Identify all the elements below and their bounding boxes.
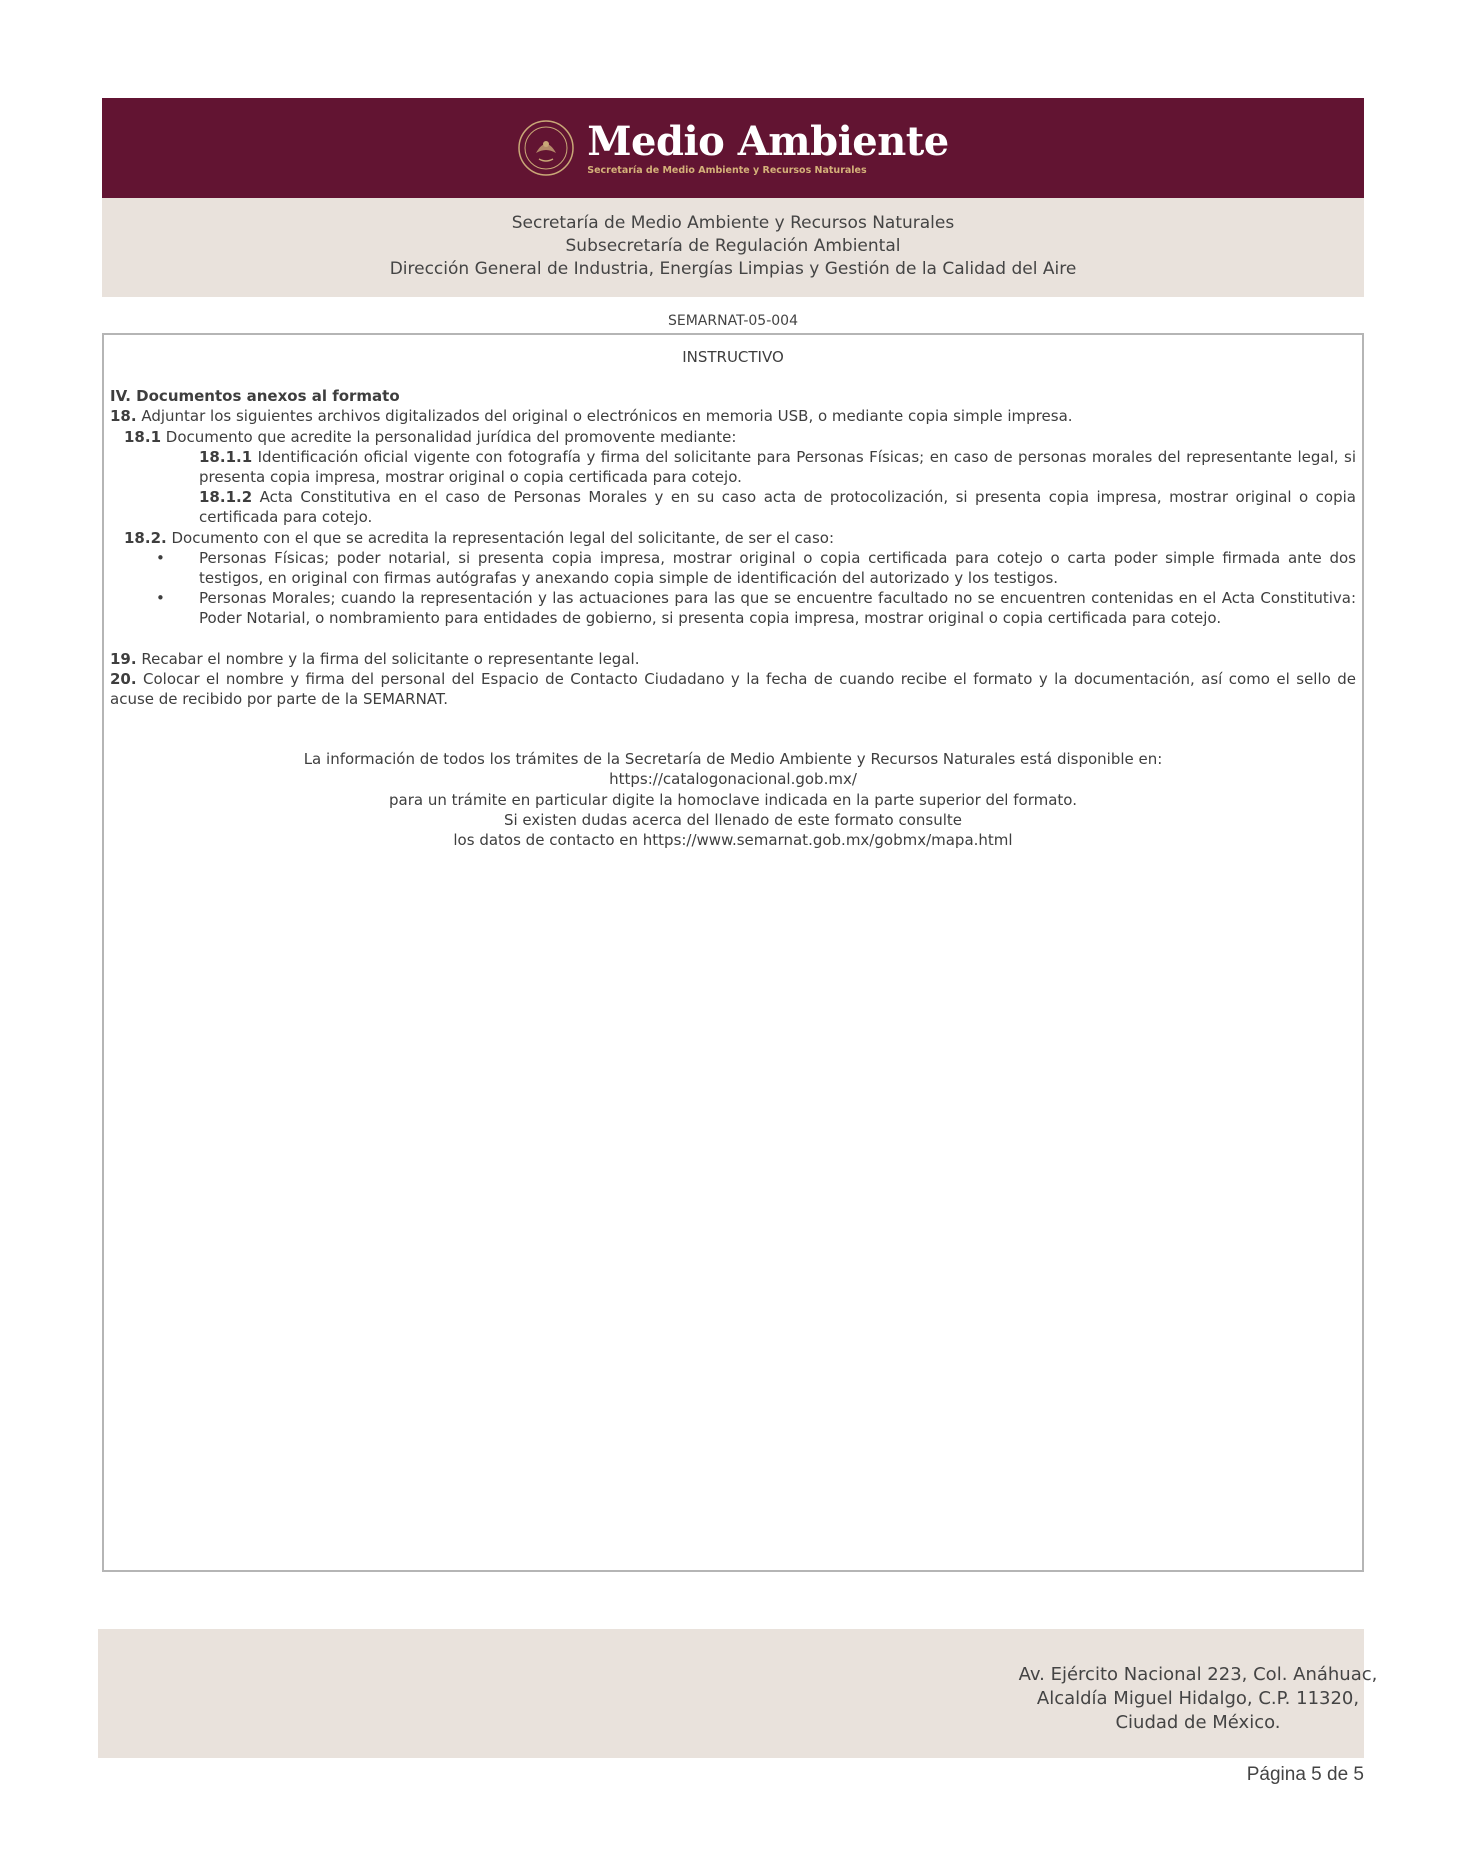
contact-link-line[interactable]: los datos de contacto en https://www.semarnat.gob.mx/gobmx/mapa.html [453, 831, 1013, 850]
form-code: SEMARNAT-05-004 [668, 313, 798, 329]
address-line: Ciudad de México. [1115, 1712, 1281, 1733]
item-18-1: 18.1 Documento que acredite la personalidad jurídica del promovente mediante: [124, 427, 737, 446]
info-line: Si existen dudas acerca del llenado de este formato consulte [503, 810, 963, 829]
list-item: • Personas Físicas; poder notarial, si presenta copia impresa, mostrar original o copia certificada para cotejo o carta poder simple firmada ante dos testigos, en original con firmas autógrafas y anexando copia simple de identificación del autorizado y los testigos. [156, 548, 1356, 588]
item-18-1-1: 18.1.1 Identificación oficial vigente con fotografía y firma del solicitante para Personas Físicas; en caso de personas morales del representante legal, si presenta copia impresa, mostrar original o copia certificada para cotejo. [199, 447, 1356, 487]
item-18-1-2: 18.1.2 Acta Constitutiva en el caso de Personas Morales y en su caso acta de protocolización, si presenta copia impresa, mostrar original o copia certificada para cotejo. [199, 488, 1356, 527]
national-seal-icon [517, 117, 575, 179]
footer-band [98, 1629, 1378, 1758]
instructivo-title: INSTRUCTIVO [682, 348, 784, 366]
medio-ambiente-logo [517, 117, 948, 179]
logo-title: Medio Ambiente [587, 118, 949, 165]
address-line: Alcaldía Miguel Hidalgo, C.P. 11320, [1036, 1688, 1360, 1709]
subsecretaria-line: Subsecretaría de Regulación Ambiental [565, 236, 901, 256]
bullet-icon: • [156, 548, 165, 567]
secretaria-line: Secretaría de Medio Ambiente y Recursos Naturales [511, 213, 955, 233]
address-line: Av. Ejército Nacional 223, Col. Anáhuac, [1018, 1664, 1378, 1685]
page-number: Página 5 de 5 [1246, 1764, 1364, 1785]
instructivo-box [102, 333, 1364, 1572]
footer-address [978, 1663, 1418, 1735]
header-banner [102, 98, 1364, 198]
contact-info [110, 749, 1356, 850]
direccion-line: Dirección General de Industria, Energías Limpias y Gestión de la Calidad del Aire [389, 259, 1077, 279]
info-line: para un trámite en particular digite la homoclave indicada en la parte superior del formato. [389, 790, 1077, 809]
institution-header [102, 198, 1364, 297]
bullet-icon: • [156, 589, 165, 608]
catalog-link[interactable]: https://catalogonacional.gob.mx/ [609, 770, 857, 789]
item-19: 19. Recabar el nombre y la firma del solicitante o representante legal. [110, 649, 640, 668]
item-18: 18. Adjuntar los siguientes archivos digitalizados del original o electrónicos en memoria USB, o mediante copia simple impresa. [110, 407, 1073, 426]
logo-subtitle: Secretaría de Medio Ambiente y Recursos Naturales [587, 165, 867, 176]
item-18-2: 18.2. Documento con el que se acredita la representación legal del solicitante, de ser el caso: [124, 528, 834, 547]
section-title: IV. Documentos anexos al formato [110, 387, 400, 406]
list-item: • Personas Morales; cuando la representación y las actuaciones para las que se encuentre facultado no se encuentren contenidas en el Acta Constitutiva: Poder Notarial, o nombramiento para entidades de gobierno, si presenta copia impresa, mostrar original o copia certificada para cotejo. [156, 589, 1356, 628]
item-20: 20. Colocar el nombre y firma del personal del Espacio de Contacto Ciudadano y la fecha de cuando recibe el formato y la documentación, así como el sello de acuse de recibido por parte de la SEMARNAT. [110, 669, 1356, 709]
info-line: La información de todos los trámites de la Secretaría de Medio Ambiente y Recursos Naturales está disponible en: [303, 750, 1163, 769]
